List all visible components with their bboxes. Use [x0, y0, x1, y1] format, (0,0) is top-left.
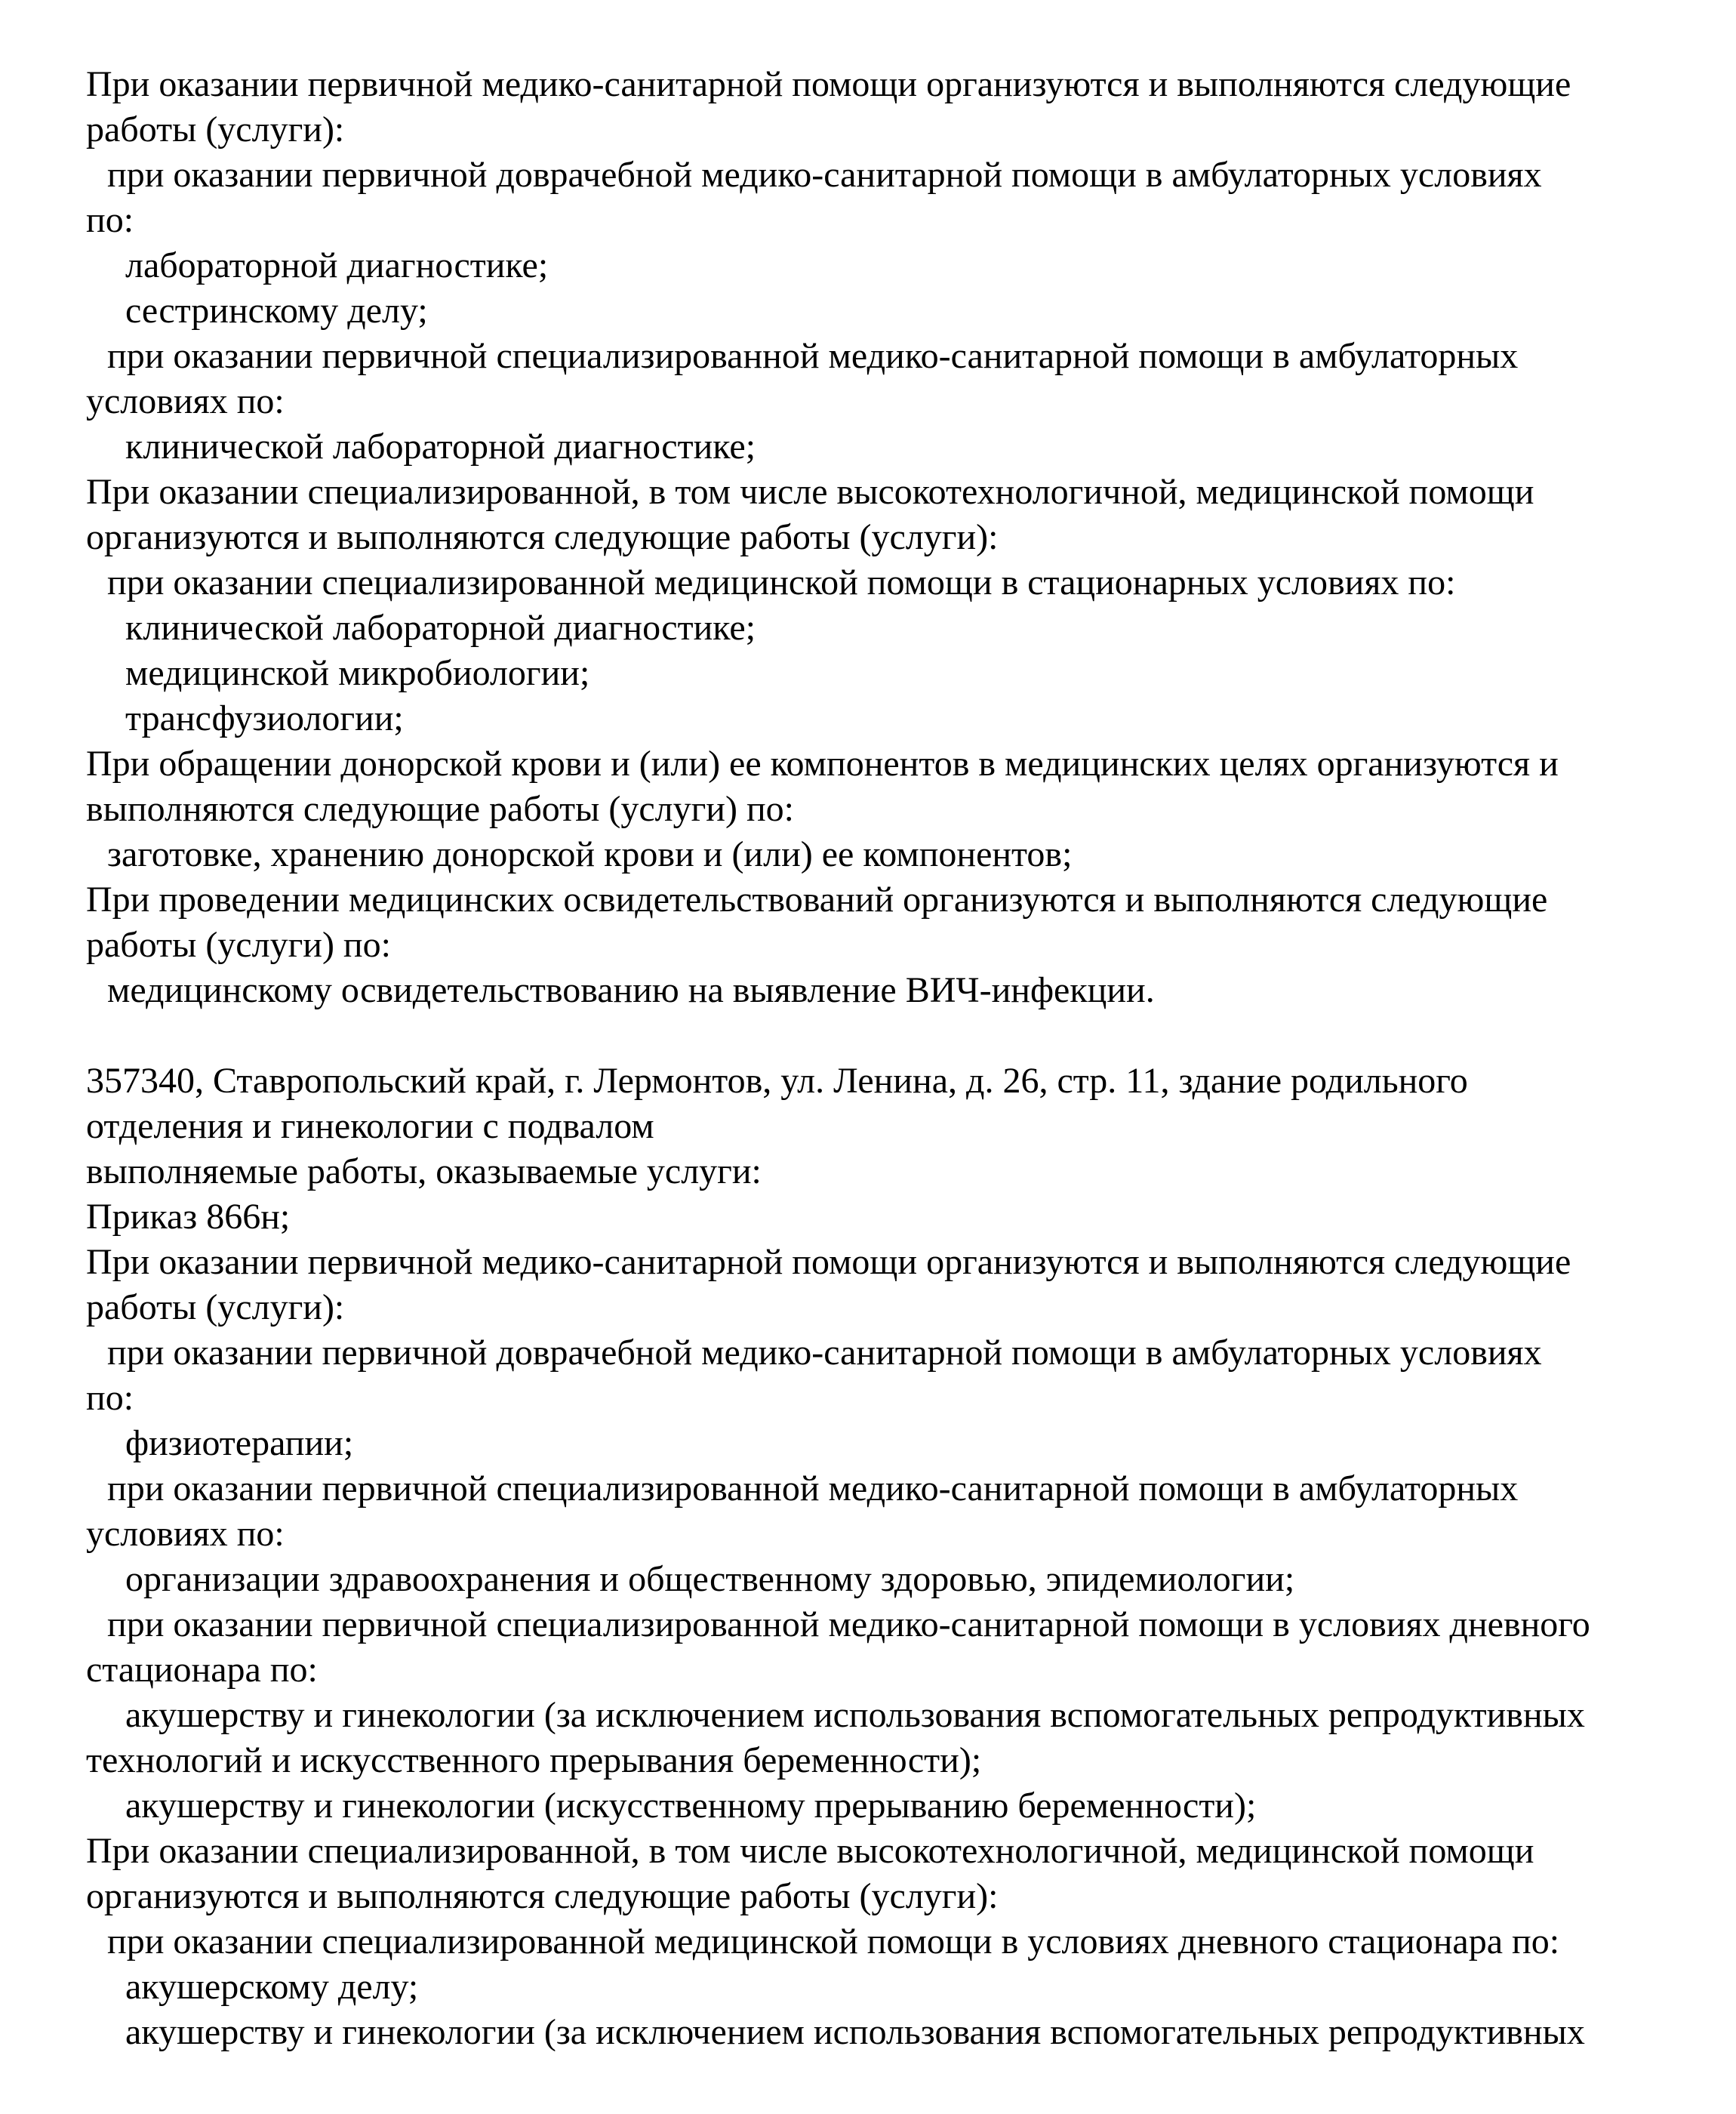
document-line: при оказании первичной доврачебной медико-санитарной помощи в амбулаторных условиях — [107, 1333, 1542, 1373]
document-line: при оказании первичной доврачебной медико-санитарной помощи в амбулаторных условиях — [107, 155, 1542, 195]
document-line: клинической лабораторной диагностике; — [125, 608, 756, 648]
document-line: стационара по: — [86, 1650, 318, 1690]
document-line: акушерскому делу; — [125, 1967, 419, 2007]
document-line: выполняются следующие работы (услуги) по: — [86, 789, 794, 829]
document-line: При обращении донорской крови и (или) ее компонентов в медицинских целях организуются и — [86, 744, 1559, 784]
document-line: технологий и искусственного прерывания беременности); — [86, 1740, 982, 1780]
document-line: при оказании первичной специализированной медико-санитарной помощи в амбулаторных — [107, 336, 1519, 376]
document-line: При проведении медицинских освидетельствований организуются и выполняются следующие — [86, 880, 1548, 920]
document-line: сестринскому делу; — [125, 291, 428, 331]
document-line: акушерству и гинекологии (за исключением использования вспомогательных репродуктивных — [125, 2012, 1585, 2052]
document-line: При оказании специализированной, в том числе высокотехнологичной, медицинской помощи — [86, 1831, 1534, 1871]
document-line: При оказании первичной медико-санитарной помощи организуются и выполняются следующие — [86, 64, 1571, 104]
document-line: При оказании специализированной, в том числе высокотехнологичной, медицинской помощи — [86, 472, 1534, 512]
document-line: работы (услуги): — [86, 109, 345, 149]
document-line: При оказании первичной медико-санитарной помощи организуются и выполняются следующие — [86, 1242, 1571, 1282]
document-line: трансфузиологии; — [125, 698, 404, 738]
document-line — [86, 1013, 1698, 1059]
document-line: условиях по: — [86, 1514, 285, 1554]
document-line: по: — [86, 1378, 134, 1418]
document-body — [86, 62, 1698, 2055]
document-line: работы (услуги): — [86, 1287, 345, 1327]
document-line: заготовке, хранению донорской крови и (или) ее компонентов; — [107, 834, 1073, 874]
document-line: по: — [86, 200, 134, 240]
document-line: акушерству и гинекологии (за исключением использования вспомогательных репродуктивных — [125, 1695, 1585, 1735]
document-line: физиотерапии; — [125, 1423, 354, 1463]
document-line: условиях по: — [86, 381, 285, 421]
document-line: работы (услуги) по: — [86, 925, 391, 965]
document-line: Приказ 866н; — [86, 1197, 291, 1237]
document-line: организации здравоохранения и общественному здоровью, эпидемиологии; — [125, 1559, 1295, 1599]
document-line: 357340, Ставропольский край, г. Лермонтов, ул. Ленина, д. 26, стр. 11, здание родильного — [86, 1061, 1468, 1101]
document-line: акушерству и гинекологии (искусственному прерыванию беременности); — [125, 1786, 1257, 1826]
document-line: организуются и выполняются следующие работы (услуги): — [86, 517, 999, 557]
document-line: при оказании специализированной медицинской помощи в условиях дневного стационара по: — [107, 1921, 1560, 1961]
document-line: лабораторной диагностике; — [125, 245, 549, 285]
document-line: при оказании первичной специализированной медико-санитарной помощи в условиях дневного — [107, 1604, 1590, 1644]
document-line: медицинской микробиологии; — [125, 653, 590, 693]
document-line: организуются и выполняются следующие работы (услуги): — [86, 1876, 999, 1916]
document-line: медицинскому освидетельствованию на выявление ВИЧ-инфекции. — [107, 970, 1155, 1010]
document-line: при оказании специализированной медицинской помощи в стационарных условиях по: — [107, 562, 1456, 602]
document-line: выполняемые работы, оказываемые услуги: — [86, 1151, 762, 1191]
document-line: клинической лабораторной диагностике; — [125, 427, 756, 467]
document-line: отделения и гинекологии с подвалом — [86, 1106, 654, 1146]
document-line: при оказании первичной специализированной медико-санитарной помощи в амбулаторных — [107, 1468, 1519, 1508]
